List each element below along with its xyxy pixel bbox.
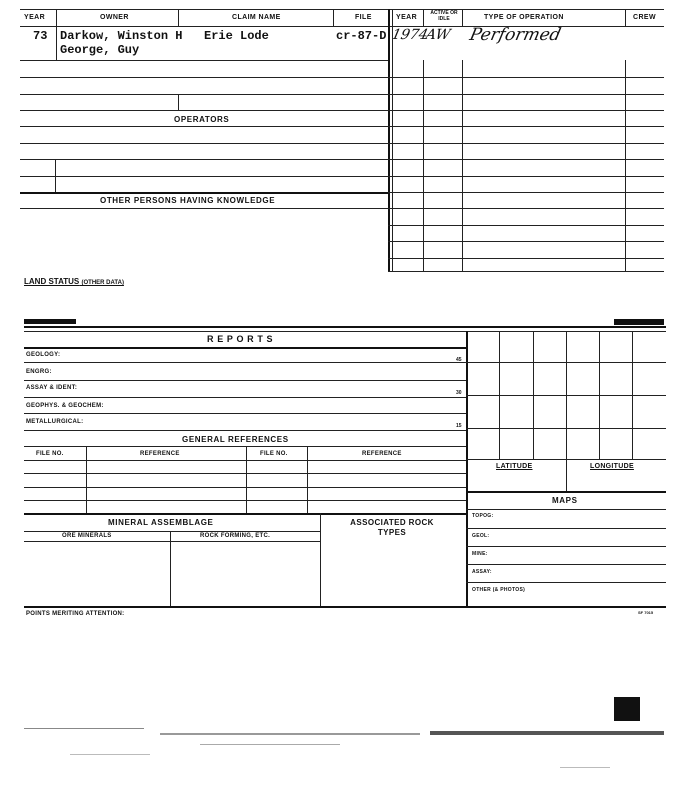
rule [388, 192, 664, 193]
longitude-label: LONGITUDE [590, 463, 634, 470]
rule [24, 413, 466, 414]
rule [388, 110, 664, 111]
form-number: SF 7015 [638, 610, 654, 615]
rule [466, 331, 468, 607]
report-engrg: ENGRG: [26, 369, 52, 375]
rule [625, 9, 626, 26]
rule [24, 487, 466, 488]
rule [388, 176, 664, 177]
rule [24, 347, 466, 349]
rule [56, 26, 57, 60]
rule [388, 143, 664, 144]
rule [24, 362, 466, 363]
rule [56, 9, 57, 26]
mineral-col-ore: ORE MINERALS [62, 533, 112, 539]
scan-mark [614, 697, 640, 721]
land-status-label [24, 277, 124, 286]
rule [24, 331, 666, 332]
grid-num-30: 30 [456, 390, 462, 396]
map-geol: GEOL: [472, 533, 490, 539]
ref-col-file-no-2: FILE NO. [260, 451, 288, 457]
rule [20, 26, 664, 27]
col-year-2: YEAR [396, 14, 418, 21]
record-claim-name: Erie Lode [204, 29, 269, 43]
scan-speck [70, 754, 150, 755]
record-active-idle: AW [424, 27, 452, 43]
scan-mark [614, 319, 664, 325]
rule [24, 500, 466, 501]
rule [20, 192, 388, 194]
rule [24, 380, 466, 381]
record-type-of-operation: Performed [467, 25, 563, 45]
report-geology: GEOLOGY: [26, 352, 61, 358]
ref-col-file-no-1: FILE NO. [36, 451, 64, 457]
rule [20, 143, 388, 144]
rule [625, 60, 626, 271]
map-other: OTHER (& PHOTOS) [472, 587, 526, 593]
rule [388, 241, 664, 242]
scan-mark [24, 319, 76, 324]
section-maps: MAPS [552, 496, 578, 505]
col-file: FILE [355, 14, 372, 21]
rule [388, 9, 390, 271]
scan-speck [160, 733, 420, 735]
rule [178, 9, 179, 26]
rule [466, 459, 666, 460]
rule [24, 531, 320, 532]
rule [388, 258, 664, 259]
rule [24, 513, 466, 515]
rule [466, 395, 666, 396]
rule [423, 60, 424, 271]
record-year: 73 [33, 29, 48, 43]
rule [388, 159, 664, 160]
rule [20, 9, 664, 10]
mineral-col-rock: ROCK FORMING, ETC. [200, 533, 271, 539]
col-owner: OWNER [100, 14, 129, 21]
rule [392, 9, 393, 271]
rule [20, 110, 388, 111]
scan-speck [200, 744, 340, 745]
grid-num-45: 45 [456, 357, 462, 363]
rule [462, 60, 463, 271]
rule [24, 430, 466, 431]
rule [24, 606, 666, 608]
rule [388, 126, 664, 127]
rule [423, 9, 424, 26]
rule [466, 509, 666, 510]
rule [333, 9, 334, 26]
section-reports: R E P O R T S [207, 334, 274, 344]
rule [466, 546, 666, 547]
rule [86, 446, 87, 514]
rule [388, 271, 664, 272]
section-mineral-assemblage: MINERAL ASSEMBLAGE [108, 518, 214, 527]
col-year: YEAR [24, 14, 46, 21]
map-mine: MINE: [472, 551, 488, 557]
rule [24, 541, 320, 542]
rule [55, 159, 56, 193]
rule [246, 446, 247, 514]
rule [20, 126, 388, 127]
grid-num-15: 15 [456, 423, 462, 429]
rule [20, 94, 388, 95]
rule [388, 225, 664, 226]
rule [20, 176, 388, 177]
record-op-year: 1974 [390, 27, 430, 43]
rule [24, 446, 466, 447]
rule [170, 531, 171, 607]
land-status-title: LAND STATUS [24, 277, 80, 286]
scan-speck [24, 728, 144, 729]
report-metallurgical: METALLURGICAL: [26, 419, 84, 425]
rule [20, 159, 388, 160]
rule [466, 491, 666, 493]
section-general-references: GENERAL REFERENCES [182, 435, 289, 444]
rule [462, 9, 463, 26]
ref-col-reference-1: REFERENCE [140, 451, 180, 457]
map-assay: ASSAY: [472, 569, 492, 575]
record-file: cr-87-D [336, 29, 387, 43]
rule [24, 397, 466, 398]
rule [20, 208, 388, 209]
rule [24, 460, 466, 461]
rule [388, 94, 664, 95]
col-crew: CREW [633, 14, 656, 21]
scan-speck [430, 731, 664, 735]
section-other-persons: OTHER PERSONS HAVING KNOWLEDGE [100, 196, 276, 205]
record-owner-1: Darkow, Winston H [60, 29, 183, 43]
scan-speck [560, 767, 610, 768]
col-type-of-operation: TYPE OF OPERATION [484, 14, 564, 21]
rule [466, 528, 666, 529]
rule [24, 473, 466, 474]
rule [24, 326, 666, 328]
land-status-sub: (OTHER DATA) [81, 280, 124, 286]
rule [20, 77, 388, 78]
rule [466, 428, 666, 429]
points-meriting-attention: POINTS MERITING ATTENTION: [26, 611, 125, 617]
col-active-idle: ACTIVE OR IDLE [430, 10, 458, 22]
rule [307, 446, 308, 514]
section-associated-rock-types: ASSOCIATED ROCK TYPES [350, 518, 434, 537]
rule [466, 564, 666, 565]
col-claim-name: CLAIM NAME [232, 14, 281, 21]
report-geophys: GEOPHYS. & GEOCHEM: [26, 403, 104, 409]
record-owner-2: George, Guy [60, 43, 140, 57]
latitude-label: LATITUDE [496, 463, 533, 470]
rule [388, 77, 664, 78]
section-operators: OPERATORS [174, 115, 230, 124]
rule [388, 208, 664, 209]
rule [20, 60, 388, 61]
rule [466, 582, 666, 583]
rule [320, 513, 321, 607]
rule [466, 362, 666, 363]
rule [178, 94, 179, 110]
rule [566, 331, 567, 491]
report-assay: ASSAY & IDENT: [26, 385, 78, 391]
map-topog: TOPOG: [472, 513, 494, 519]
ref-col-reference-2: REFERENCE [362, 451, 402, 457]
